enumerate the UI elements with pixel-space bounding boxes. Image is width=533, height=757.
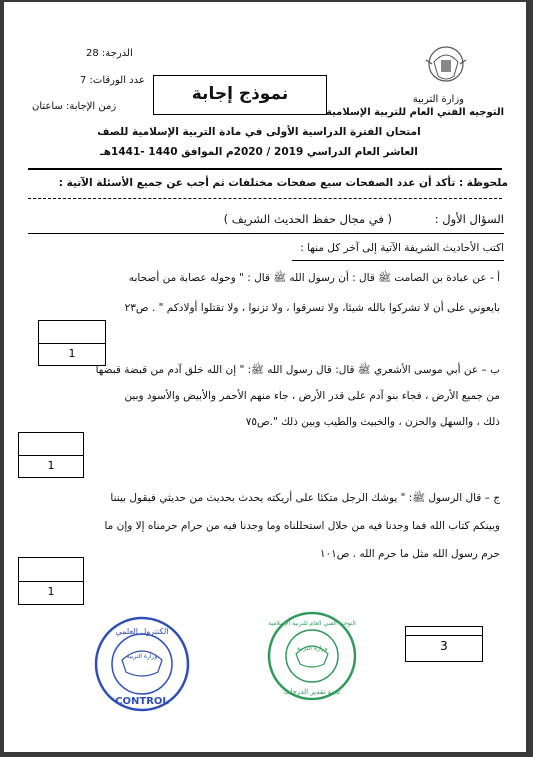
grade-total: الدرجة: 28 — [86, 48, 133, 59]
hadith-c-line-3: حرم رسول الله مثل ما حرم الله . ص١٠١ — [319, 548, 500, 560]
score-box-c — [18, 557, 84, 605]
hadith-a-line-2: بايعوني على أن لا تشركوا بالله شيئا، ولا تسرقوا ، ولا تزنوا ، ولا تقتلوا أولادكم " . ص٢٣ — [124, 302, 500, 314]
svg-text:لجنة تقدير الدرجات: لجنة تقدير الدرجات — [283, 688, 341, 696]
svg-text:CONTROL: CONTROL — [115, 696, 169, 707]
department-name: التوجيه الفني العام للتربية الإسلامية — [326, 107, 504, 118]
question-underline — [28, 233, 504, 234]
hadith-c-line-2: وبينكم كتاب الله فما وجدنا فيه من حلال استحللناه وما وجدنا فيه من حرام حرمناه إلا وإن ما — [104, 520, 500, 532]
score-box-a — [38, 320, 106, 366]
total-score-box — [405, 626, 483, 662]
question-instruction: اكتب الأحاديث الشريفة الآتية إلى آخر كل منها : — [300, 242, 504, 254]
exam-duration: زمن الإجابة: ساعتان — [32, 101, 117, 112]
hadith-b-line-3: ذلك ، والسهل والحزن ، والخبيث والطيب وبين ذلك ".ص٧٥ — [245, 416, 500, 428]
exam-page — [4, 2, 526, 752]
svg-text:وزارة التربية: وزارة التربية — [126, 653, 158, 660]
hadith-c-line-1: ج – قال الرسول ﷺ: " يوشك الرجل متكئا على أريكته يحدث بحديث من حديثي فيقول بيننا — [110, 492, 500, 504]
instructions-note: ملحوظة : تأكد أن عدد الصفحات سبع صفحات مختلفات ثم أجب عن جميع الأسئلة الآتية : — [58, 177, 508, 189]
model-answer-box — [153, 75, 327, 115]
score-box-b — [18, 432, 84, 478]
exam-year: العاشر العام الدراسي 2019 / 2020م الموافق 1440 -1441هـ — [100, 146, 418, 158]
score-a: 1 — [68, 347, 76, 360]
total-score: 3 — [440, 639, 448, 653]
ministry-emblem-icon — [424, 42, 468, 90]
instruction-underline — [292, 260, 504, 261]
question-label: السؤال الأول : — [434, 212, 504, 226]
hadith-b-line-1: ب – عن أبي موسى الأشعري ﷺ قال: قال رسول الله ﷺ: " إن الله خلق آدم من قبضة قبضها — [95, 364, 500, 376]
svg-text:التوجيه الفني العام للتربية ال: التوجيه الفني العام للتربية الإسلامية — [268, 620, 356, 627]
score-c: 1 — [47, 585, 55, 598]
grading-committee-stamp — [266, 610, 358, 702]
hadith-a-line-1: أ - عن عبادة بن الصامت ﷺ قال : أن رسول الله ﷺ قال : " وحوله عصابة من أصحابه — [128, 272, 500, 284]
svg-text:وزارة التربية: وزارة التربية — [296, 645, 328, 652]
exam-title: امتحان الفترة الدراسية الأولى في مادة التربية الإسلامية للصف — [97, 126, 421, 138]
note-divider — [28, 198, 502, 199]
question-field: ( في مجال حفظ الحديث الشريف ) — [223, 212, 392, 226]
model-answer-title: نموذج إجابة — [191, 84, 289, 104]
header-divider — [28, 168, 502, 170]
svg-text:الكنترول العلمي: الكنترول العلمي — [115, 627, 169, 636]
pages-count: عدد الورقات: 7 — [80, 75, 145, 86]
score-b: 1 — [47, 459, 55, 472]
control-stamp — [92, 614, 192, 714]
ministry-name: وزارة التربية — [412, 94, 464, 105]
hadith-b-line-2: من جميع الأرض ، فجاء بنو آدم على قدر الأرض ، جاء منهم الأحمر والأبيض والأسود وبين — [124, 390, 500, 402]
